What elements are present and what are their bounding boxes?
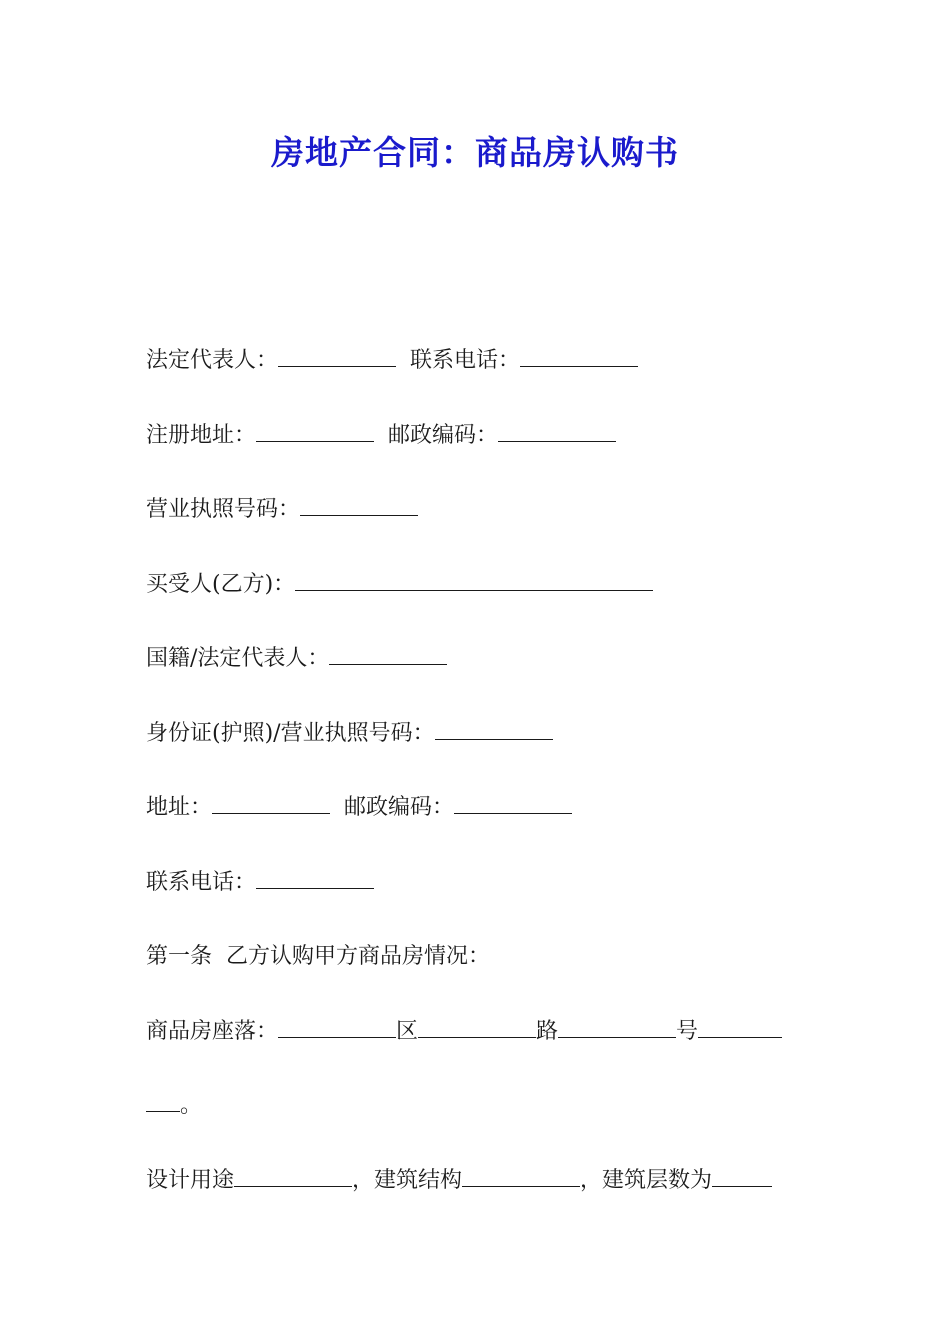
- article-one-text: 第一条 乙方认购甲方商品房情况：: [146, 944, 490, 969]
- buyer-phone-line: [146, 864, 806, 901]
- design-use-label: 设计用途: [146, 1167, 235, 1193]
- building-structure-label: ，建筑结构: [352, 1167, 463, 1193]
- id-number-line: [146, 715, 806, 752]
- buyer-postal-code-label: 邮政编码：: [344, 795, 455, 820]
- document-title: 房地产合同：商品房认购书: [271, 133, 679, 172]
- buyer-phone-label: 联系电话：: [146, 869, 257, 895]
- location-district-blank: [418, 1013, 536, 1038]
- district-label: 区: [396, 1018, 419, 1044]
- location-road-blank: [558, 1013, 676, 1038]
- address-line: [146, 789, 806, 826]
- road-label: 路: [536, 1018, 559, 1044]
- postal-code-label: 邮政编码：: [388, 422, 499, 448]
- business-license-label: 营业执照号码：: [146, 497, 301, 522]
- phone-blank: [520, 342, 638, 367]
- legal-representative-label: 法定代表人：: [146, 348, 279, 373]
- period-mark: 。: [180, 1093, 203, 1118]
- design-use-blank: [234, 1162, 352, 1187]
- building-structure-blank: [462, 1162, 580, 1187]
- buyer-phone-blank: [256, 864, 374, 889]
- property-location-line: [146, 1013, 806, 1050]
- registered-address-blank: [256, 417, 374, 442]
- location-number-blank: [698, 1013, 782, 1038]
- floor-count-label: ，建筑层数为: [580, 1167, 713, 1193]
- legal-representative-line: [146, 342, 806, 379]
- floor-count-blank: [712, 1162, 772, 1187]
- location-number-blank-continued: [146, 1087, 180, 1112]
- postal-code-blank: [498, 417, 616, 442]
- registered-address-label: 注册地址：: [146, 422, 257, 448]
- address-blank: [212, 789, 330, 814]
- buyer-postal-code-blank: [454, 789, 572, 814]
- registered-address-line: [146, 417, 806, 454]
- location-city-blank: [278, 1013, 396, 1038]
- buyer-blank: [295, 566, 653, 591]
- address-label: 地址：: [146, 795, 213, 820]
- business-license-blank: [300, 491, 418, 516]
- business-license-line: [146, 491, 806, 528]
- nationality-blank: [329, 640, 447, 665]
- property-location-label: 商品房座落：: [146, 1018, 279, 1044]
- property-location-continued: [146, 1087, 806, 1124]
- buyer-line: [146, 566, 806, 603]
- nationality-line: [146, 640, 806, 677]
- legal-representative-blank: [278, 342, 396, 367]
- id-number-label: 身份证(护照)/营业执照号码：: [146, 720, 435, 746]
- phone-label: 联系电话：: [410, 348, 521, 373]
- number-label: 号: [676, 1018, 699, 1044]
- nationality-label: 国籍/法定代表人：: [146, 646, 330, 671]
- buyer-label: 买受人(乙方)：: [146, 571, 296, 597]
- id-number-blank: [435, 715, 553, 740]
- article-one-heading: [146, 938, 806, 975]
- design-use-line: [146, 1162, 806, 1199]
- document-body: [146, 342, 806, 1236]
